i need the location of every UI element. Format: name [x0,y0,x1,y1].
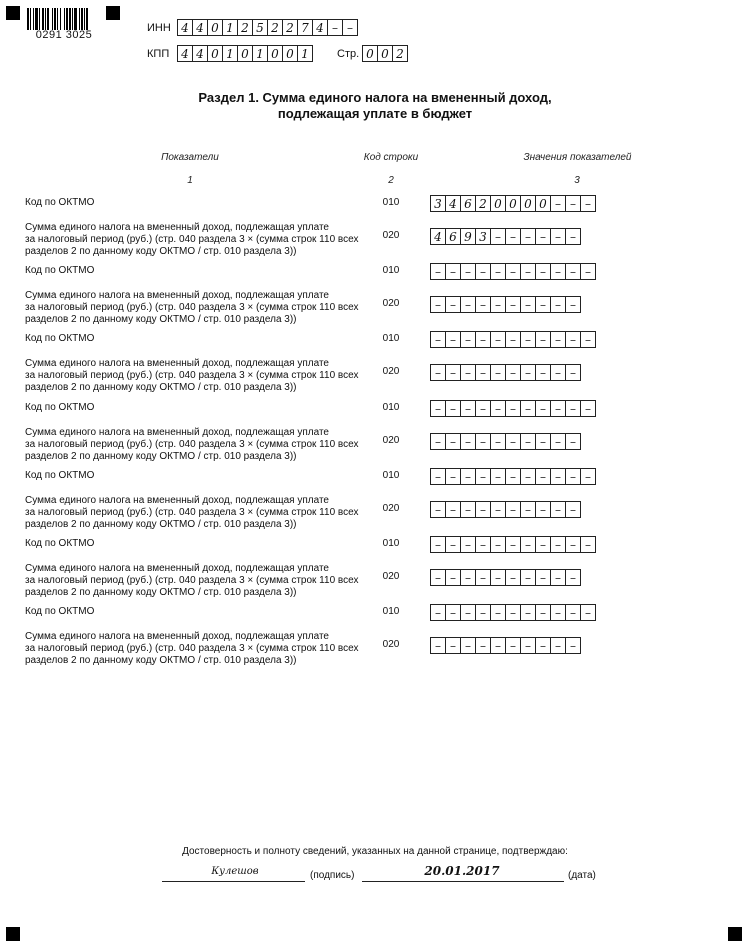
char-cell[interactable]: – [565,569,581,586]
char-cell[interactable]: – [445,296,461,313]
oktmo-field [430,468,595,485]
line-code: 020 [382,366,400,377]
char-cell[interactable]: – [430,536,446,553]
barcode-bar [60,8,61,30]
barcode-bar [64,8,65,30]
barcode-bar [39,8,40,30]
column-header-code: Код строки [363,152,419,163]
barcode-bar [52,8,53,30]
char-cell[interactable]: – [445,263,461,280]
oktmo-field [430,604,595,621]
char-cell[interactable]: 2 [392,45,408,62]
barcode-bar [81,8,83,30]
char-cell[interactable]: – [580,536,596,553]
char-cell[interactable]: – [475,331,491,348]
char-cell[interactable]: – [430,433,446,450]
char-cell[interactable]: 0 [207,19,223,36]
char-cell[interactable]: – [490,400,506,417]
char-cell[interactable]: – [520,331,536,348]
char-cell[interactable]: – [535,364,551,381]
oktmo-label: Код по ОКТМО [25,470,95,481]
barcode-bar [79,8,80,30]
char-cell[interactable]: – [565,228,581,245]
tax-sum-label: Сумма единого налога на вмененный доход, подлежащая уплате за налоговый период (руб.) (стр. 040 раздела 3 × (сумма строк 110 всех разделов 2 по данному коду ОКТМО / стр. 010 раздела 3)) [25,358,359,393]
char-cell[interactable]: 1 [222,19,238,36]
char-cell[interactable]: – [535,331,551,348]
char-cell[interactable]: – [520,263,536,280]
char-cell[interactable]: – [580,604,596,621]
char-cell[interactable]: – [535,604,551,621]
char-cell[interactable]: – [490,569,506,586]
line-code: 010 [382,333,400,344]
char-cell[interactable]: – [490,364,506,381]
char-cell[interactable]: – [445,604,461,621]
corner-marker-top-right [106,6,120,20]
char-cell[interactable]: – [490,501,506,518]
char-cell[interactable]: 4 [177,19,193,36]
signature-caption: (подпись) [310,870,355,881]
char-cell[interactable]: – [550,569,566,586]
char-cell[interactable]: – [505,228,521,245]
char-cell[interactable]: – [490,433,506,450]
char-cell[interactable]: – [580,263,596,280]
char-cell[interactable]: – [490,536,506,553]
char-cell[interactable]: – [535,228,551,245]
barcode-bar [35,8,38,30]
char-cell[interactable]: – [520,228,536,245]
char-cell[interactable]: – [550,228,566,245]
barcode-bar [27,8,29,30]
barcode-bar [57,8,58,30]
char-cell[interactable]: – [565,433,581,450]
oktmo-field [430,263,595,280]
char-cell[interactable]: 0 [207,45,223,62]
line-code: 010 [382,470,400,481]
kpp-field [177,45,312,62]
char-cell[interactable]: – [535,400,551,417]
char-cell[interactable]: – [460,468,476,485]
line-code: 020 [382,571,400,582]
page-label: Стр. [337,48,360,60]
confirmation-text: Достоверность и полноту сведений, указанных на данной странице, подтверждаю: [182,846,568,857]
char-cell[interactable]: 4 [430,228,446,245]
corner-marker-top-left [6,6,20,20]
char-cell[interactable]: – [445,400,461,417]
char-cell[interactable]: – [550,604,566,621]
char-cell[interactable]: – [565,501,581,518]
char-cell[interactable]: – [550,536,566,553]
char-cell[interactable]: – [460,433,476,450]
char-cell[interactable]: – [565,468,581,485]
line-code: 020 [382,639,400,650]
char-cell[interactable]: – [445,637,461,654]
char-cell[interactable]: – [430,364,446,381]
char-cell[interactable]: – [580,400,596,417]
char-cell[interactable]: – [460,569,476,586]
tax-sum-field [430,569,580,586]
char-cell[interactable]: – [460,296,476,313]
char-cell[interactable]: 4 [192,45,208,62]
tax-sum-field [430,296,580,313]
char-cell[interactable]: – [505,604,521,621]
char-cell[interactable]: – [520,569,536,586]
oktmo-label: Код по ОКТМО [25,265,95,276]
char-cell[interactable]: – [505,433,521,450]
char-cell[interactable]: – [535,296,551,313]
char-cell[interactable]: 0 [362,45,378,62]
char-cell[interactable]: – [342,19,358,36]
date-line [362,881,564,882]
date-value: 20.01.2017 [424,864,500,878]
inn-field [177,19,357,36]
corner-marker-bottom-left [6,927,20,941]
char-cell[interactable]: – [475,433,491,450]
char-cell[interactable]: – [565,400,581,417]
oktmo-field [430,195,595,212]
char-cell[interactable]: – [430,263,446,280]
section-title-line1: Раздел 1. Сумма единого налога на вмененный доход, [198,90,552,105]
char-cell[interactable]: – [430,604,446,621]
char-cell[interactable]: – [520,400,536,417]
char-cell[interactable]: – [430,400,446,417]
char-cell[interactable]: – [550,501,566,518]
char-cell[interactable]: 2 [267,19,283,36]
char-cell[interactable]: 0 [490,195,506,212]
char-cell[interactable]: 7 [297,19,313,36]
section-title [0,90,750,122]
char-cell[interactable]: 0 [520,195,536,212]
char-cell[interactable]: – [475,364,491,381]
tax-sum-field [430,228,580,245]
barcode-bar [30,8,31,30]
char-cell[interactable]: – [430,637,446,654]
corner-marker-bottom-right [728,927,742,941]
char-cell[interactable]: – [460,637,476,654]
char-cell[interactable]: – [520,501,536,518]
tax-sum-label: Сумма единого налога на вмененный доход, подлежащая уплате за налоговый период (руб.) (стр. 040 раздела 3 × (сумма строк 110 всех разделов 2 по данному коду ОКТМО / стр. 010 раздела 3)) [25,631,359,666]
char-cell[interactable]: – [460,604,476,621]
char-cell[interactable]: 3 [475,228,491,245]
char-cell[interactable]: – [490,296,506,313]
tax-sum-label: Сумма единого налога на вмененный доход, подлежащая уплате за налоговый период (руб.) (стр. 040 раздела 3 × (сумма строк 110 всех разделов 2 по данному коду ОКТМО / стр. 010 раздела 3)) [25,495,359,530]
char-cell[interactable]: – [490,228,506,245]
char-cell[interactable]: – [535,501,551,518]
char-cell[interactable]: – [430,296,446,313]
line-code: 020 [382,230,400,241]
tax-sum-field [430,364,580,381]
char-cell[interactable]: – [505,569,521,586]
char-cell[interactable]: 6 [460,195,476,212]
char-cell[interactable]: 4 [445,195,461,212]
char-cell[interactable]: – [550,637,566,654]
oktmo-label: Код по ОКТМО [25,606,95,617]
char-cell[interactable]: – [550,433,566,450]
char-cell[interactable]: 3 [430,195,446,212]
barcode-bar [42,8,44,30]
barcode-bar [47,8,49,30]
barcode-bar [86,8,88,30]
char-cell[interactable]: 4 [192,19,208,36]
char-cell[interactable]: – [430,501,446,518]
char-cell[interactable]: – [445,569,461,586]
line-code: 020 [382,503,400,514]
barcode [27,8,101,30]
barcode-bar [69,8,71,30]
line-code: 010 [382,265,400,276]
char-cell[interactable]: – [460,331,476,348]
char-cell[interactable]: – [445,331,461,348]
char-cell[interactable]: 1 [297,45,313,62]
char-cell[interactable]: – [505,637,521,654]
char-cell[interactable]: – [535,433,551,450]
char-cell[interactable]: – [460,400,476,417]
char-cell[interactable]: – [475,569,491,586]
char-cell[interactable]: – [505,536,521,553]
char-cell[interactable]: 0 [282,45,298,62]
column-number-3: 3 [574,175,580,186]
char-cell[interactable]: – [565,263,581,280]
barcode-bar [72,8,73,30]
char-cell[interactable]: – [445,468,461,485]
date-caption: (дата) [568,870,596,881]
char-cell[interactable]: – [490,468,506,485]
char-cell[interactable]: – [550,263,566,280]
char-cell[interactable]: – [520,296,536,313]
char-cell[interactable]: – [475,604,491,621]
column-header-values: Значения показателей [523,152,632,163]
char-cell[interactable]: – [565,364,581,381]
char-cell[interactable]: 1 [252,45,268,62]
char-cell[interactable]: – [550,400,566,417]
char-cell[interactable]: – [580,195,596,212]
char-cell[interactable]: – [490,263,506,280]
oktmo-field [430,400,595,417]
char-cell[interactable]: – [565,604,581,621]
char-cell[interactable]: – [565,296,581,313]
char-cell[interactable]: – [580,331,596,348]
barcode-bar [33,8,34,30]
barcode-bar [74,8,77,30]
char-cell[interactable]: – [430,569,446,586]
tax-sum-label: Сумма единого налога на вмененный доход, подлежащая уплате за налоговый период (руб.) (стр. 040 раздела 3 × (сумма строк 110 всех разделов 2 по данному коду ОКТМО / стр. 010 раздела 3)) [25,563,359,598]
char-cell[interactable]: 2 [282,19,298,36]
barcode-number: 0291 3025 [35,29,93,41]
tax-sum-field [430,433,580,450]
char-cell[interactable]: – [445,433,461,450]
char-cell[interactable]: – [460,263,476,280]
char-cell[interactable]: – [475,400,491,417]
column-number-1: 1 [187,175,193,186]
char-cell[interactable]: – [535,536,551,553]
char-cell[interactable]: – [520,536,536,553]
char-cell[interactable]: – [460,364,476,381]
char-cell[interactable]: – [520,433,536,450]
char-cell[interactable]: – [475,468,491,485]
tax-sum-field [430,501,580,518]
char-cell[interactable]: – [550,195,566,212]
column-header-indicators: Показатели [161,152,219,163]
line-code: 010 [382,402,400,413]
char-cell[interactable]: 0 [505,195,521,212]
line-code: 020 [382,298,400,309]
char-cell[interactable]: – [505,263,521,280]
char-cell[interactable]: – [475,501,491,518]
char-cell[interactable]: – [505,364,521,381]
char-cell[interactable]: 0 [377,45,393,62]
char-cell[interactable]: 4 [312,19,328,36]
oktmo-field [430,536,595,553]
char-cell[interactable]: – [535,637,551,654]
char-cell[interactable]: – [460,501,476,518]
oktmo-field [430,331,595,348]
char-cell[interactable]: – [565,536,581,553]
char-cell[interactable]: – [550,468,566,485]
char-cell[interactable]: 0 [267,45,283,62]
signature: Кулешов [211,866,259,877]
char-cell[interactable]: 9 [460,228,476,245]
char-cell[interactable]: 1 [222,45,238,62]
char-cell[interactable]: 0 [535,195,551,212]
char-cell[interactable]: – [520,468,536,485]
char-cell[interactable]: – [430,331,446,348]
oktmo-label: Код по ОКТМО [25,402,95,413]
char-cell[interactable]: – [520,604,536,621]
tax-sum-label: Сумма единого налога на вмененный доход, подлежащая уплате за налоговый период (руб.) (стр. 040 раздела 3 × (сумма строк 110 всех разделов 2 по данному коду ОКТМО / стр. 010 раздела 3)) [25,427,359,462]
char-cell[interactable]: 5 [252,19,268,36]
char-cell[interactable]: – [475,296,491,313]
char-cell[interactable]: – [445,501,461,518]
char-cell[interactable]: – [475,536,491,553]
char-cell[interactable]: – [327,19,343,36]
char-cell[interactable]: – [445,536,461,553]
char-cell[interactable]: – [565,195,581,212]
oktmo-label: Код по ОКТМО [25,333,95,344]
char-cell[interactable]: – [505,331,521,348]
char-cell[interactable]: – [505,400,521,417]
tax-sum-field [430,637,580,654]
line-code: 010 [382,197,400,208]
char-cell[interactable]: – [535,263,551,280]
signature-line [162,881,305,882]
char-cell[interactable]: – [550,296,566,313]
char-cell[interactable]: – [475,263,491,280]
oktmo-label: Код по ОКТМО [25,538,95,549]
char-cell[interactable]: – [520,364,536,381]
barcode-bar [66,8,68,30]
line-code: 020 [382,435,400,446]
char-cell[interactable]: – [550,364,566,381]
char-cell[interactable]: – [505,468,521,485]
char-cell[interactable]: – [505,296,521,313]
char-cell[interactable]: – [475,637,491,654]
char-cell[interactable]: – [565,331,581,348]
oktmo-label: Код по ОКТМО [25,197,95,208]
char-cell[interactable]: 6 [445,228,461,245]
barcode-bar [84,8,85,30]
tax-sum-label: Сумма единого налога на вмененный доход, подлежащая уплате за налоговый период (руб.) (стр. 040 раздела 3 × (сумма строк 110 всех разделов 2 по данному коду ОКТМО / стр. 010 раздела 3)) [25,290,359,325]
tax-sum-label: Сумма единого налога на вмененный доход, подлежащая уплате за налоговый период (руб.) (стр. 040 раздела 3 × (сумма строк 110 всех разделов 2 по данному коду ОКТМО / стр. 010 раздела 3)) [25,222,359,257]
char-cell[interactable]: – [490,331,506,348]
page-number-field [362,45,407,62]
char-cell[interactable]: – [565,637,581,654]
char-cell[interactable]: – [505,501,521,518]
column-number-2: 2 [388,175,394,186]
char-cell[interactable]: 0 [237,45,253,62]
char-cell[interactable]: 2 [237,19,253,36]
char-cell[interactable]: 2 [475,195,491,212]
char-cell[interactable]: – [580,468,596,485]
char-cell[interactable]: – [445,364,461,381]
char-cell[interactable]: – [535,468,551,485]
char-cell[interactable]: 4 [177,45,193,62]
char-cell[interactable]: – [535,569,551,586]
barcode-bar [54,8,56,30]
kpp-label: КПП [147,48,170,60]
char-cell[interactable]: – [520,637,536,654]
char-cell[interactable]: – [550,331,566,348]
char-cell[interactable]: – [460,536,476,553]
char-cell[interactable]: – [430,468,446,485]
section-title-line2: подлежащая уплате в бюджет [277,106,473,121]
char-cell[interactable]: – [490,637,506,654]
inn-label: ИНН [147,22,171,34]
line-code: 010 [382,538,400,549]
barcode-bar [45,8,46,30]
char-cell[interactable]: – [490,604,506,621]
line-code: 010 [382,606,400,617]
